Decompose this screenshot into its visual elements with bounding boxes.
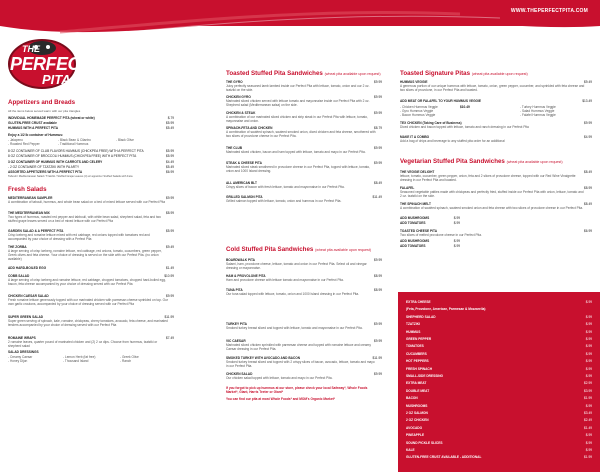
- menu-item: GLUTEN-FREE CRUST available $5.99: [8, 121, 174, 125]
- veg-desc: Seasoned vegetable patties made with chickpeas and perfectly fried, stuffed inside our Perfect Pita with onion, lettuce, tomato and 2 oz. tzatziki on the side.: [400, 190, 584, 199]
- veg-addon: ADD TOMATOES $.99: [400, 244, 460, 248]
- dressing-option: - Ranch: [120, 359, 132, 363]
- dressing-option: - Creamy Caesar: [8, 355, 33, 359]
- veg-item: THE VEGGIE DELIGHT $8.49: [400, 170, 592, 174]
- salad-item: MEDITERRANEAN SAMPLER $9.99: [8, 196, 174, 200]
- signature-desc: Add a bag of chips and beverage to any stuffed pita order for an additional: [400, 139, 505, 143]
- extra-item: BACON $1.99: [406, 396, 592, 401]
- menu-item: HUMMUS WITH A PERFECT PITA $5.49: [8, 126, 174, 130]
- dressing-option: - Greek Olive: [120, 355, 139, 359]
- salad-item: ROMAINE WRAPS $7.49: [8, 336, 174, 340]
- sandwich-item: GRILLED SALMON PITA $11.49: [226, 195, 382, 199]
- sandwich-desc: Marinated sliced chicken, bacon and ham topped with lettuce, tomato and mayo in our Perfect Pita.: [226, 150, 366, 154]
- extra-item: HOT PEPPERS $.99: [406, 359, 592, 364]
- salad-desc: A large serving of crisp iceberg, romaine lettuce, red cabbage, red onions, tomato, cucumbers, green pepper, Greek olives and feta cheese. Your choice of dressing is served on the side with our Perfect Pita. (no onion available): [8, 249, 162, 262]
- menu-item: 8 OZ CONTAINER OF BROCCOLI HUMMUS (CHICKPEA FREE) WITH A PERFECT PITA $5.99: [8, 154, 174, 158]
- extra-item: 2 OZ SALMON $3.49: [406, 411, 592, 415]
- veg-desc: Two slices of melted provolone cheese in our Perfect Pita.: [400, 233, 482, 237]
- veg-addon: ADD TOMATOES $.99: [400, 221, 460, 225]
- sandwich-desc: Juicy perfectly seasoned lamb lambed inside our Perfect Pita with lettuce, tomato, onion and our 2 oz. tzatziki on the side.: [226, 84, 370, 93]
- salad-desc: A combination of tabouli, hummus, and whole bean salad on a bed of mixed lettuce served with our Perfect Pita: [8, 200, 165, 204]
- logo-text-perfect: PERFECT: [10, 54, 91, 74]
- veggie-option: - Bacon Hummus Veggie: [400, 113, 436, 117]
- extra-item: GLUTEN-FREE CRUST AVAILABLE - ADDITIONAL $1.99: [406, 455, 592, 460]
- extra-item: (Feta, Provolone, American, Parmesan & Mozzarella): [406, 307, 486, 312]
- logo-text-the: THE: [22, 44, 40, 54]
- signature-item: TEX CHICKEN (Taking Care of Business) $9.99: [400, 121, 592, 125]
- salad-item: ADD HARD-BOILED EGG $1.49: [8, 266, 174, 270]
- sandwich-item: THE GYRO $9.99: [226, 80, 382, 84]
- sandwich-desc: Salami, ham, provolone cheese, lettuce, tomato and onion in our Perfect Pita. Select oil and vinegar dressing or mayonnaise.: [226, 262, 367, 271]
- salad-item: CHICKEN CAESAR SALAD $9.99: [8, 294, 174, 298]
- sandwich-desc: Smoked turkey breast sliced and topped with lettuce, tomato and mayonnaise in our Perfect Pita.: [226, 326, 363, 330]
- extra-item: 2 OZ CHICKEN $2.49: [406, 418, 592, 423]
- sandwich-item: CHICKEN & STEAK $9.99: [226, 111, 382, 115]
- sandwich-desc: Ham and provolone cheese with lettuce tomato and mayonnaise in our Perfect Pita.: [226, 278, 344, 282]
- veggie-option: - Chicken Hummus Veggie: [400, 105, 438, 109]
- extra-item: SOUND PICKLE SLICES $.99: [406, 440, 592, 445]
- extra-item: KALE $.99: [406, 448, 592, 452]
- hummus-enjoy-label: Enjoy a 1/2 lb container of Hummus:: [8, 133, 64, 137]
- dressings-title: SALAD DRESSINGS: [8, 350, 39, 354]
- section-title-appetizers: Appetizers and Breads: [8, 99, 76, 106]
- menu-item: 3 OZ CONTAINER OF HUMMUS WITH CARROTS AND CELERY $4.49: [8, 160, 174, 164]
- veggie-option: - Falafel Hummus Veggie: [520, 113, 556, 117]
- extra-item: MUSHROOMS $.99: [406, 403, 592, 408]
- extra-item: TOMATOES $.99: [406, 344, 592, 349]
- assorted-note: Tabouli / Mediterranean Salad / Tzatziki / Stuffed Grape Leaves (4) w/ appetizer Stuffed Salads with Feta: [8, 175, 133, 178]
- signature-item: ADD MEAT OR FALAFEL TO YOUR HUMMUS VEGGIE $13.49: [400, 99, 592, 103]
- column-appetizers-salads: [8, 0, 174, 472]
- column-pita-sandwiches: [226, 0, 382, 472]
- hummus-option: - Black Olive: [116, 138, 134, 142]
- signature-item: MAKE IT A COMBO $4.99: [400, 135, 592, 139]
- veggie-option: - Turkey Hummus Veggie: [520, 105, 556, 109]
- extra-item: SMALL-SIDE DRESSING $.99: [406, 374, 592, 378]
- salad-desc: Two types of hummus, roasted red pepper and tabbouli, with white bean salad, shepherd salad, feta and two stuffed grape leaves served on a bed of mixed lettuce with our Perfect Pita: [8, 215, 161, 224]
- salad-item: THE MEDITERRANEAN MIX $8.99: [8, 211, 174, 215]
- salad-desc: Fresh romaine lettuce generously topped with our marinated chicken with parmesan cheese sprinkled on top. Our own garlic croutons, accompanied by your choice of dressing served with our Perfect Pita: [8, 298, 168, 307]
- veggie-option-price: $10.49: [460, 105, 470, 109]
- salad-item: GARDEN SALAD & A PERFECT PITA $5.99: [8, 229, 174, 233]
- sandwich-desc: A combination of sautéed spinach, sauteed smoked onion, diced chicken and feta cheese, smothered with two slices of provolone cheese in our Perfect Pita.: [226, 130, 376, 139]
- sandwich-item: BOARDWALK PITA $9.99: [226, 258, 382, 262]
- extra-item: EXTRA CHEESE $.99: [406, 300, 592, 304]
- extra-item: FRESH SPINACH $.99: [406, 366, 592, 371]
- sandwich-desc: A combination of our marinated sliced chicken and strip steak in our Perfect Pita with lettuce, tomato, mayonnaise and onion.: [226, 115, 368, 124]
- extra-item: EXTRA MEAT $2.99: [406, 381, 592, 386]
- veg-desc: lettuce, tomato, cucumber, green pepper, onion, feta and 2 slices of provolone cheese, topped with our Red Wine Vinaigrette dressing in our Perfect Pita and toasted.: [400, 174, 576, 183]
- signature-desc: A generous portion of our unique hummus with lettuce, tomato, onion, green pepper, cucumber, and sprinkled with feta cheese and two slices of provolone, in our Perfect Pita and toasted.: [400, 84, 585, 93]
- extra-item: PINEAPPLE $.99: [406, 433, 592, 438]
- sandwich-desc: Marinated sliced chicken sprinkled with parmesan cheese and topped with romaine lettuce and creamy Caesar dressing in our Perfect Pita.: [226, 343, 371, 352]
- hummus-option: - Black Bean & Cilantro: [58, 138, 91, 142]
- retail-note: You can find our pita at most Whole Foods* and MOM's Organic Market*: [226, 397, 335, 401]
- sandwich-desc: Our chicken salad topped with lettuce, tomato and mayo in our Perfect Pita.: [226, 376, 333, 380]
- section-title-signature: Toasted Signature Pitas (wheat pita available upon request): [400, 70, 528, 77]
- sandwich-item: ALL AMERICAN BLT $8.49: [226, 181, 382, 185]
- hummus-option: - Traditional Hummus: [58, 142, 89, 146]
- veg-item: TOASTED CHEESE PITA $6.99: [400, 229, 592, 233]
- dressing-option: - Thousand Island: [63, 359, 89, 363]
- salad-desc: Super green serving of spinach, kale, romaine, chickpeas, cherry tomatoes, avocado, feta cheese, and marinated tenders accompanied by your choice of dressing served with our Perfect Pita: [8, 319, 168, 328]
- veg-item: FALAFEL $8.99: [400, 186, 592, 190]
- extra-item: CUCUMBERS $.99: [406, 351, 592, 356]
- section-title-cold: Cold Stuffed Pita Sandwiches (wheat pita available upon request): [226, 246, 372, 253]
- signature-desc: Diced chicken and bacon topped with lettuce, tomato and ranch dressing in our Perfect Pita: [400, 125, 529, 129]
- section-title-toasted: Toasted Stuffed Pita Sandwiches (wheat pita available upon request): [226, 70, 381, 77]
- menu-item: INDIVIDUAL HOMEMADE PERFECT PITA (wheat or white) $.79: [8, 116, 174, 120]
- veg-item: THE SPINACH MELT $8.49: [400, 202, 592, 206]
- hummus-option: - Jalapeno: [8, 138, 23, 142]
- dressing-option: - Lemon Herb (fat free): [63, 355, 96, 359]
- retail-note: If you forgot to pick up hummus at our store, please check your local Safeway*, Whole Foods Market*, Giant, Harris Teeter or Giant*: [226, 386, 368, 395]
- salad-desc: 2 romaine leaves, quarter pound of marinated chicken and (2) 2 oz dips. Choose from hummus, tzatziki or shepherd salad: [8, 340, 158, 349]
- extra-item: HUMMUS $.99: [406, 329, 592, 334]
- sandwich-item: TURKEY PITA $9.99: [226, 322, 382, 326]
- sandwich-desc: Marinated sliced steak smothered in provolone cheese in our Perfect Pita, topped with lettuce, tomato, onion and 1000 Island dressing.: [226, 165, 371, 174]
- sandwich-desc: Crispy slices of bacon with fresh lettuce, tomato and mayonnaise in our Perfect Pita.: [226, 185, 345, 189]
- sandwich-item: SPINACH-FETA AND CHICKEN $8.79: [226, 126, 382, 130]
- logo-text-pita: PITA: [42, 72, 71, 87]
- salad-item: THE ZORBA $9.49: [8, 245, 174, 249]
- salad-desc: Crisp iceberg and romaine lettuce mixed with red cabbage, red onions topped with tomatoes red and accompanied by your choice of dressing with a Perfect Pita: [8, 233, 150, 242]
- extra-item: GREEN PEPPER $.99: [406, 337, 592, 341]
- salad-item: SUPER GREEN SALAD $11.99: [8, 315, 174, 319]
- sandwich-desc: Smoked turkey breast sliced and topped with 2 crispy slices of bacon, avocado, lettuce, tomato and mayo in our Perfect Pita.: [226, 360, 375, 369]
- sandwich-desc: Our tuna salad topped with lettuce, tomato, onion and 1000 Island dressing in our Perfect Pita.: [226, 292, 360, 296]
- sandwich-desc: Grilled salmon topped with lettuce, tomato, onion and hummus in our Perfect Pita.: [226, 199, 342, 203]
- menu-item: ASSORTED APPETIZERS WITH A PERFECT PITA $6.99: [8, 170, 174, 174]
- salad-desc: A large serving of crisp iceberg and romaine lettuce, red cabbage, chopped tomatoes, chopped hard-boiled egg, bacon, feta cheese accompanied by your choice of dressing served with our Perfect Pita: [8, 278, 166, 287]
- veggie-option: - Gyro Hummus Veggie: [400, 109, 434, 113]
- extra-item: TZATZIKI $.99: [406, 322, 592, 327]
- hummus-option: - Roasted Red Pepper: [8, 142, 40, 146]
- appetizers-note: All the items below served warm with our pita triangles: [8, 109, 81, 113]
- website-url[interactable]: WWW.THEPERFECTPITA.COM: [510, 8, 588, 14]
- signature-item: HUMMUS VEGGIE $9.49: [400, 80, 592, 84]
- sandwich-item: SMOKED TURKEY WITH AVOCADO AND BACON $11.99: [226, 356, 382, 360]
- sandwich-item: THE CLUB $9.99: [226, 146, 382, 150]
- extra-item: AVOCADO $1.49: [406, 425, 592, 430]
- section-title-salads: Fresh Salads: [8, 186, 47, 193]
- salad-item: COBB SALAD $10.99: [8, 274, 174, 278]
- menu-item: 8 OZ CONTAINER OF CLUB FLAVORS HUMMUS (CHICKPEA FREE) WITH A PERFECT PITA $5.99: [8, 149, 174, 153]
- dressing-option: - Honey Dijon: [8, 359, 28, 363]
- extras-panel: [398, 292, 600, 472]
- extra-item: DOUBLE MEAT $3.99: [406, 388, 592, 393]
- section-title-vegetarian: Vegetarian Stuffed Pita Sandwiches (wheat pita available upon request): [400, 158, 563, 165]
- veg-addon: ADD MUSHROOMS $.99: [400, 239, 460, 243]
- veggie-option: - Salad Hummus Veggie: [520, 109, 555, 113]
- sandwich-item: CHICKEN SALAD $9.99: [226, 372, 382, 376]
- sandwich-item: STEAK & CHEESE PITA $9.99: [226, 161, 382, 165]
- sandwich-item: VIC CAESAR $9.99: [226, 339, 382, 343]
- extra-item: SHEPHERD SALAD $.99: [406, 314, 592, 319]
- veg-addon: ADD MUSHROOMS $.99: [400, 216, 460, 220]
- menu-item: - 2 OZ CONTAINER OF TZATZIKI WITH PA ARTY $5.49: [8, 165, 174, 169]
- sandwich-item: HAM & PROVOLONE PITA $8.99: [226, 274, 382, 278]
- sandwich-desc: Marinated sliced chicken served with lettuce tomato and mayonnaise inside our Perfect Pita with 2 oz. Shepherd salad (Mediterranean salsa) on the side.: [226, 99, 370, 108]
- sandwich-item: CHICKEN GYRO $9.99: [226, 95, 382, 99]
- veg-desc: A combination of sautéed spinach, sauteed smoked onion and feta cheese with two slices of provolone cheese in our Perfect Pita.: [400, 206, 584, 210]
- sandwich-item: TUNA PITA $8.99: [226, 288, 382, 292]
